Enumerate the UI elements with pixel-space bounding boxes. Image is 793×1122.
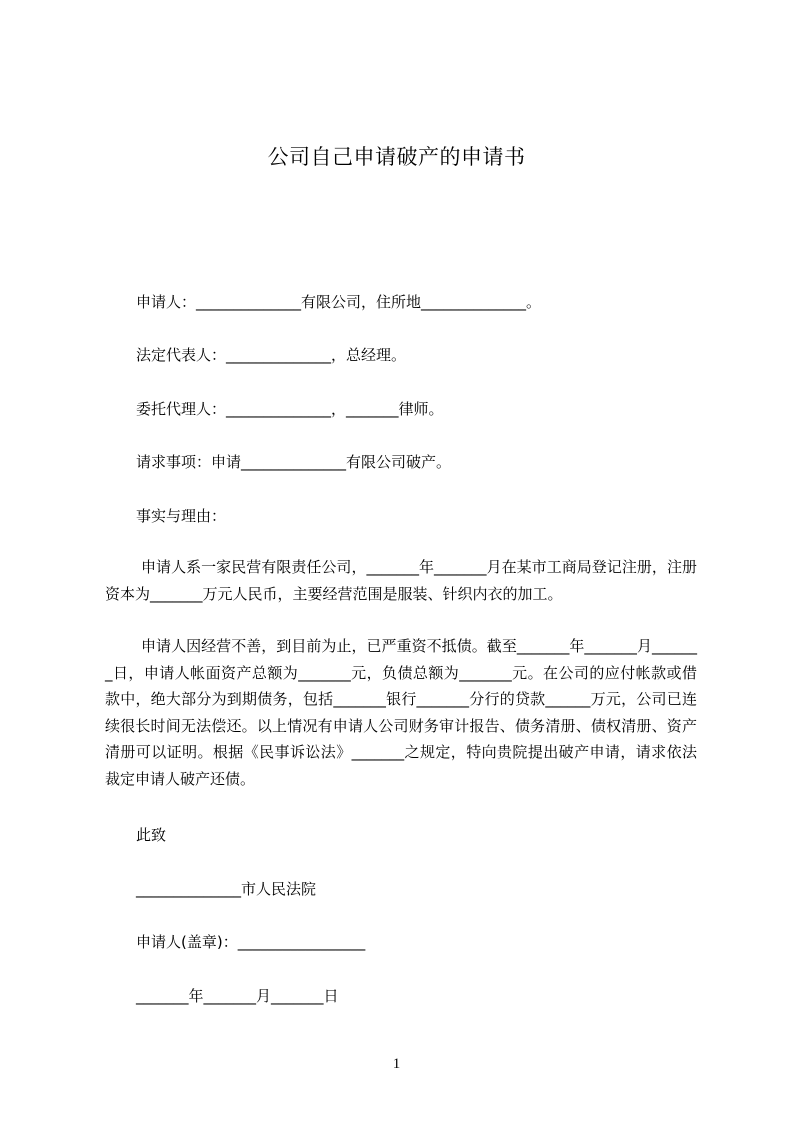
facts-heading: 事实与理由： (136, 507, 227, 525)
authorized-agent-line: 委托代理人：______________，_______律师。 (136, 400, 444, 418)
legal-representative-line: 法定代表人：______________，总经理。 (136, 346, 407, 364)
salutation: 此致 (136, 826, 167, 844)
facts-paragraph-2: 申请人因经营不善，到目前为止，已严重资不抵债。截至_______年_______月_______日，申请人帐面资产总额为_______元，负债总额为_______元。在公司的应付帐款或借款中，绝大部分为到期债务，包括_______银行_______分行的贷款______万元，公司已连续很长时间无法偿还。以上情况有申请人公司财务审计报告、债务清册、债权清册、资产清册可以证明。根据《民事诉讼法》_______之规定，特向贵院提出破产申请，请求依法裁定申请人破产还债。 (105, 637, 697, 788)
date-line: _______年_______月_______日 (136, 987, 339, 1005)
page-number: 1 (392, 1056, 401, 1072)
facts-paragraph-1: 申请人系一家民营有限责任公司，_______年_______月在某市工商局登记注册，注册资本为_______万元人民币，主要经营范围是服装、针织内衣的加工。 (105, 558, 697, 603)
applicant-line: 申请人：______________有限公司，住所地______________。 (136, 293, 542, 311)
document-title: 公司自己申请破产的申请书 (267, 145, 526, 169)
signature-line: 申请人(盖章)：_________________ (136, 933, 366, 951)
court-line: ______________市人民法院 (136, 880, 317, 898)
request-line: 请求事项：申请______________有限公司破产。 (136, 453, 452, 471)
